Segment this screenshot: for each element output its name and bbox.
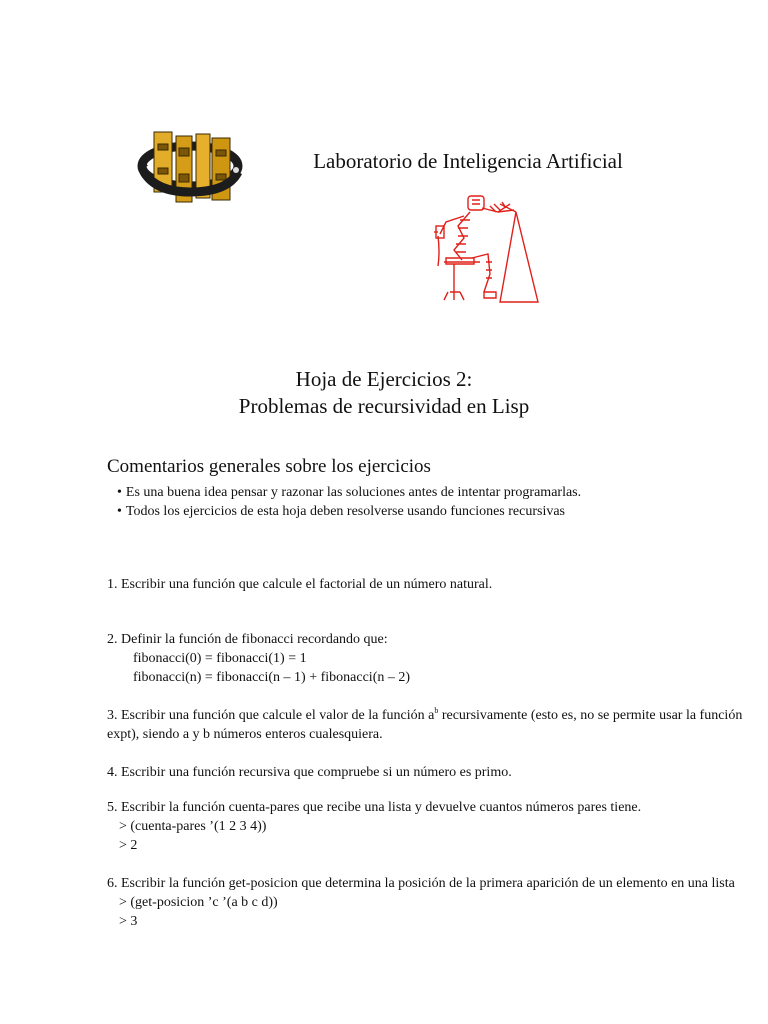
exercise-5-code-2: > 2 — [119, 838, 138, 853]
comments-heading: Comentarios generales sobre los ejercicios — [107, 456, 431, 477]
exercise-5-text: 5. Escribir la función cuenta-pares que recibe una lista y devuelve cuantos números pares tiene. — [107, 800, 642, 815]
robot-drawing-icon — [428, 192, 542, 304]
exercise-5 — [107, 798, 747, 855]
comments-list — [117, 483, 581, 521]
exercise-3 — [107, 706, 747, 744]
comment-item: • Todos los ejercicios de esta hoja deben resolverse usando funciones recursivas — [117, 502, 581, 521]
exercise-2-formula-1: fibonacci(0) = fibonacci(1) = 1 — [133, 651, 307, 666]
exercise-1: 1. Escribir una función que calcule el factorial de un número natural. — [107, 577, 493, 592]
exercise-3-text-start: 3. Escribir una función que calcule el valor de la función a — [107, 708, 435, 723]
lab-title: Laboratorio de Inteligencia Artificial — [313, 149, 623, 173]
exercise-2-text: 2. Definir la función de fibonacci recordando que: — [107, 632, 388, 647]
exercise-5-code-1: > (cuenta-pares ’(1 2 3 4)) — [119, 819, 267, 834]
exercise-4: 4. Escribir una función recursiva que compruebe si un número es primo. — [107, 765, 512, 780]
sheet-title-line-2: Problemas de recursividad en Lisp — [238, 394, 530, 418]
exercise-6-code-2: > 3 — [119, 914, 138, 929]
exercise-6 — [107, 874, 747, 931]
exercise-2-formula-2: fibonacci(n) = fibonacci(n – 1) + fibonacci(n – 2) — [133, 670, 411, 685]
exercise-3-text-end: recursivamente (esto es, no se permite usar la función expt), siendo a y b números enteros cualesquiera. — [107, 708, 743, 742]
exercise-3-exponent: b — [434, 706, 439, 715]
exercise-2 — [107, 630, 747, 687]
sheet-title-line-1: Hoja de Ejercicios 2: — [295, 367, 473, 391]
exercise-6-code-1: > (get-posicion ’c ’(a b c d)) — [119, 895, 278, 910]
comment-item: • Es una buena idea pensar y razonar las soluciones antes de intentar programarlas. — [117, 483, 581, 502]
exercise-6-text: 6. Escribir la función get-posicion que determina la posición de la primera aparición de un elemento en una lista — [107, 876, 735, 891]
sheet-title — [0, 366, 768, 420]
